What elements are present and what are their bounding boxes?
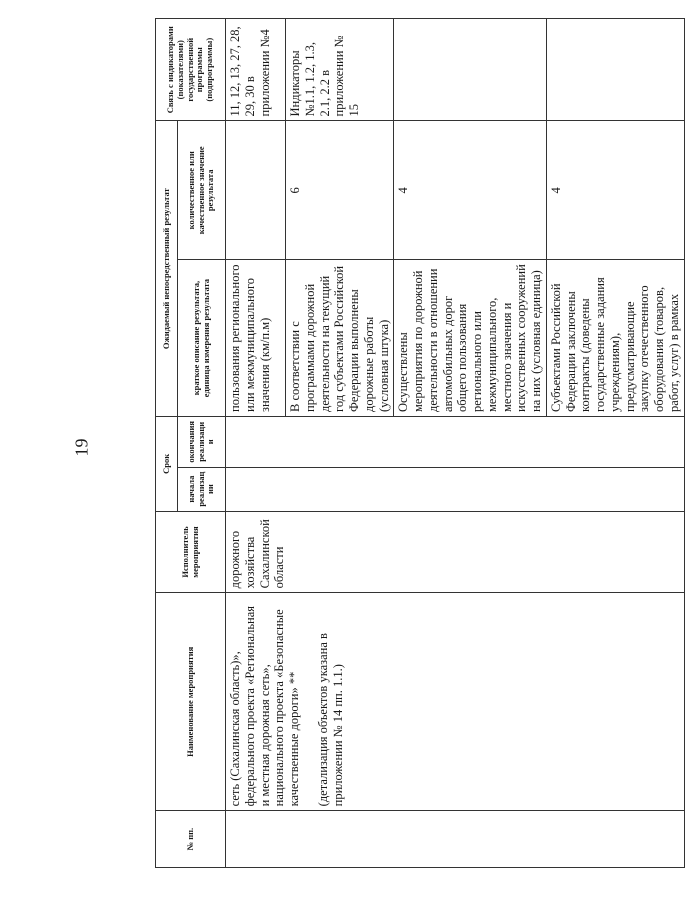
cell-result-desc: Субъектами Российской Федерации заключены контракты (доведены государственные задания учреждениям), предусматривающие закупку отечественного оборудования (товаров, работ, услуг) в рамках <box>546 260 684 417</box>
cell-term-end <box>226 417 685 468</box>
cell-result-value <box>226 121 286 260</box>
header-expected-desc: краткое описание результата, единица измерения результата <box>178 260 226 417</box>
event-name: сеть (Сахалинская область)», федерального проекта «Региональная и местная дорожная сеть», национального проекта «Безопасные качественные дороги» ** <box>228 605 301 807</box>
header-term-end: окончания реализаци и <box>178 417 226 468</box>
cell-num <box>226 811 685 868</box>
cell-result-link: 11, 12, 13, 27, 28, 29, 30 в приложении №4 <box>226 19 286 121</box>
cell-result-link: Индикаторы №1.1, 1.2, 1.3, 2.1, 2.2 в приложении № 15 <box>286 19 394 121</box>
header-name: Наименование мероприятия <box>156 593 226 811</box>
header-term: Срок <box>156 417 178 512</box>
cell-result-link <box>394 19 547 121</box>
cell-name <box>226 593 685 811</box>
program-table <box>155 18 685 868</box>
event-note: (детализация объектов указана в приложении № 14 пп. 1.1.) <box>315 633 345 807</box>
cell-result-desc: пользования регионального или межмуниципального значения (км/п.м) <box>226 260 286 417</box>
cell-result-value: 4 <box>394 121 547 260</box>
cell-result-desc: В соответствии с программами дорожной деятельности на текущий год субъектами Российской Федерации выполнены дорожные работы (условная штука) <box>286 260 394 417</box>
cell-term-start <box>226 467 685 511</box>
header-num: № пп. <box>156 811 226 868</box>
header-expected: Ожидаемый непосредственный результат <box>156 121 178 417</box>
cell-result-link <box>546 19 684 121</box>
header-term-start: начала реализац ии <box>178 467 226 511</box>
header-expected-value: количественное или качественное значение результата <box>178 121 226 260</box>
cell-executor: дорожного хозяйства Сахалинской области <box>226 511 685 593</box>
table-row <box>226 19 286 868</box>
page-number: 19 <box>71 438 92 457</box>
cell-result-desc: Осуществлены мероприятия по дорожной деятельности в отношении автомобильных дорог общего пользования регионального или межмуниципального, местного значения и искусственных сооружений на них (условная единица) <box>394 260 547 417</box>
cell-result-value: 6 <box>286 121 394 260</box>
table-container <box>155 18 681 868</box>
header-executor: Исполнитель мероприятия <box>156 511 226 593</box>
cell-result-value: 4 <box>546 121 684 260</box>
header-link: Связь с индикаторами (показателями) государственной программы (подпрограммы) <box>156 19 226 121</box>
